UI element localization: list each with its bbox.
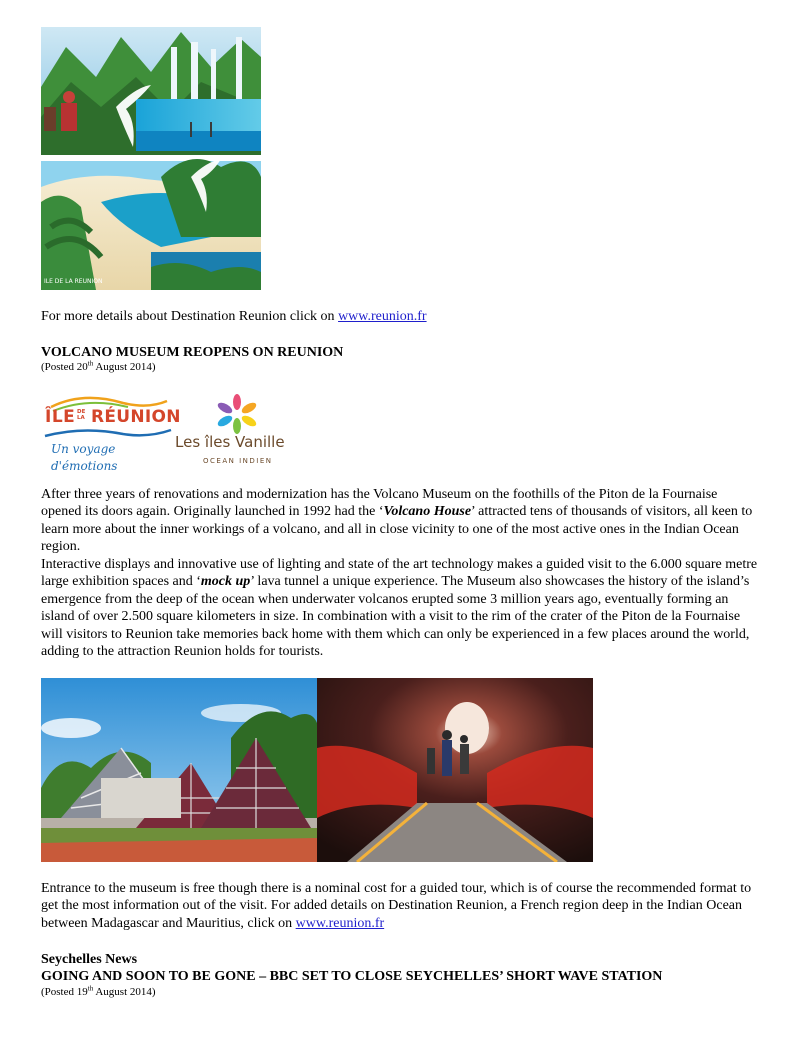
iles-vanille-logo bbox=[175, 394, 310, 466]
posted-date-2: (Posted 19th August 2014) bbox=[41, 984, 156, 998]
volcano-museum-photo bbox=[41, 678, 317, 862]
article-paragraph-1: After three years of renovations and modernization has the Volcano Museum on the foothills of the Piton de la Fournaise opened its doors again. Originally launched in 1992 had the ‘Volcano House’ attracted tens of thousands of visitors, all keen to learn more about the inner workings of a volcano, and all in close vicinity to one of the most active ones in the Indian Ocean region. bbox=[41, 487, 753, 555]
logo-tagline: Un voyage d'émotions bbox=[51, 442, 118, 474]
reunion-link[interactable]: www.reunion.fr bbox=[338, 309, 427, 324]
article-headline-2: GOING AND SOON TO BE GONE – BBC SET TO CLOSE SEYCHELLES’ SHORT WAVE STATION bbox=[41, 969, 663, 984]
section-title: Seychelles News bbox=[41, 952, 138, 967]
logo-de-la: DE LA bbox=[77, 409, 86, 421]
ile-de-la-reunion-logo bbox=[43, 395, 181, 474]
promo-details-line bbox=[41, 308, 761, 325]
article-headline: VOLCANO MUSEUM REOPENS ON REUNION bbox=[41, 345, 344, 360]
posted-date: (Posted 20th August 2014) bbox=[41, 359, 156, 373]
collage-watermark: ILE DE LA REUNION bbox=[44, 278, 103, 285]
vanille-sub: OCEAN INDIEN bbox=[203, 457, 273, 465]
logo-ile: ÎLE bbox=[45, 407, 76, 427]
lava-tunnel-photo bbox=[317, 678, 593, 862]
mock-up-term: mock up bbox=[200, 574, 251, 590]
logo-reunion: RÉUNION bbox=[91, 407, 181, 427]
volcano-house-term: Volcano House bbox=[383, 504, 472, 520]
vanille-name: Les îles Vanille bbox=[175, 433, 285, 451]
article-paragraph-3: Entrance to the museum is free though there is a nominal cost for a guided tour, which is of course the recommended format to get the most information out of the visit. For added details on Destination Reunion, a French region deep in the Indian Ocean between Madagascar and Mauritius, click on www.reunion.fr bbox=[41, 881, 752, 931]
reunion-link-2[interactable]: www.reunion.fr bbox=[295, 915, 385, 931]
promo-details-text: For more details about Destination Reunion click on bbox=[41, 309, 339, 324]
article-paragraph-2: Interactive displays and innovative use of lighting and state of the art technology makes a guided visit to the 6.000 square metre large exhibition spaces and ‘mock up’ lava tunnel a unique experience. The Museum also showcases the history of the island’s emergence from the deep of the ocean when underwater volcanos erupted some 3 million years ago, eventually forming an island of over 2.500 square kilometers in size. In combination with a visit to the rim of the crater of the Piton de la Fournaise will visitors to Reunion take memories back home with them which can only be experienced in a few places around the world, adding to the attraction Reunion holds for tourists. bbox=[41, 557, 758, 660]
reunion-collage-image bbox=[41, 27, 261, 290]
